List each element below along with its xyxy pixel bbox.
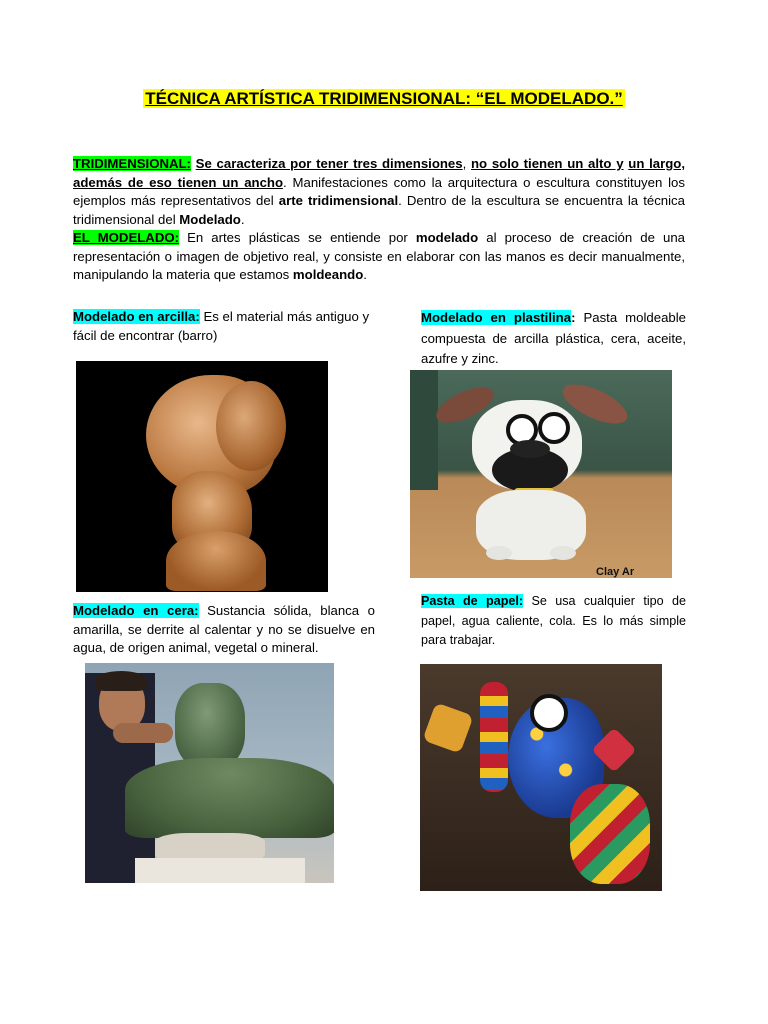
cera-text: Sustancia sólida, blanca o amarilla, se derrite al calentar y no se disuelve en agua, de origen animal, vegetal o mineral. (73, 603, 375, 655)
papier-mache-photo (420, 664, 662, 891)
intro-text-1: Se caracteriza por tener tres dimensiones (195, 156, 463, 171)
page-title-text: TÉCNICA ARTÍSTICA TRIDIMENSIONAL: “EL MODELADO.” (145, 89, 623, 108)
intro-text-9: Modelado (179, 211, 241, 227)
arcilla-label: Modelado en arcilla: (73, 309, 200, 324)
tridimensional-label: TRIDIMENSIONAL: (73, 156, 191, 171)
arcilla-section (73, 308, 383, 345)
clay-torso-photo (76, 361, 328, 592)
modelado-text-2: modelado (415, 230, 479, 245)
papel-label: Pasta de papel: (421, 594, 524, 608)
dog-photo-caption: Clay Ar (596, 566, 635, 578)
intro-text-3: no solo tienen un alto y (471, 156, 624, 171)
intro-text-6: . Manifestaciones como la arquitectura o escultura constituyen los ejemplos más representativos del (73, 174, 685, 208)
intro-text-10: . (240, 211, 245, 227)
intro-paragraph (73, 155, 685, 229)
wax-bust-photo (85, 663, 334, 883)
arcilla-text: Es el material más antiguo y fácil de encontrar (barro) (73, 309, 370, 343)
plastilina-colon: : (571, 310, 576, 325)
intro-text-8: . Dentro de la escultura se encuentra la técnica tridimensional del (73, 193, 685, 227)
plastilina-label: Modelado en plastilina (421, 310, 572, 325)
plastilina-text: Pasta moldeable compuesta de arcilla plástica, cera, aceite, azufre y zinc. (421, 310, 687, 366)
modelado-text-4: moldeando (292, 267, 364, 282)
modelado-text-1: En artes plásticas se entiende por (179, 230, 416, 245)
clay-dog-photo (410, 370, 672, 578)
papel-text: Se usa cualquier tipo de papel, agua caliente, cola. Es lo más simple para trabajar. (421, 594, 687, 647)
papel-section (421, 592, 686, 651)
cera-section (73, 602, 375, 658)
modelado-text-3: al proceso de creación de una representación o imagen de objetivo real, y consiste en elaborar con las manos es decir manualmente, manipulando la materia que estamos (73, 230, 685, 282)
intro-text-2: , (462, 156, 471, 171)
intro-text-5: un largo, además de eso tienen un ancho (73, 156, 685, 190)
page-title (0, 89, 768, 109)
modelado-text-5: . (363, 267, 367, 282)
intro-text-7: arte tridimensional (278, 193, 399, 208)
cera-label: Modelado en cera: (73, 603, 199, 618)
modelado-paragraph (73, 229, 685, 285)
modelado-label: EL MODELADO: (73, 230, 180, 245)
plastilina-section (421, 308, 686, 370)
